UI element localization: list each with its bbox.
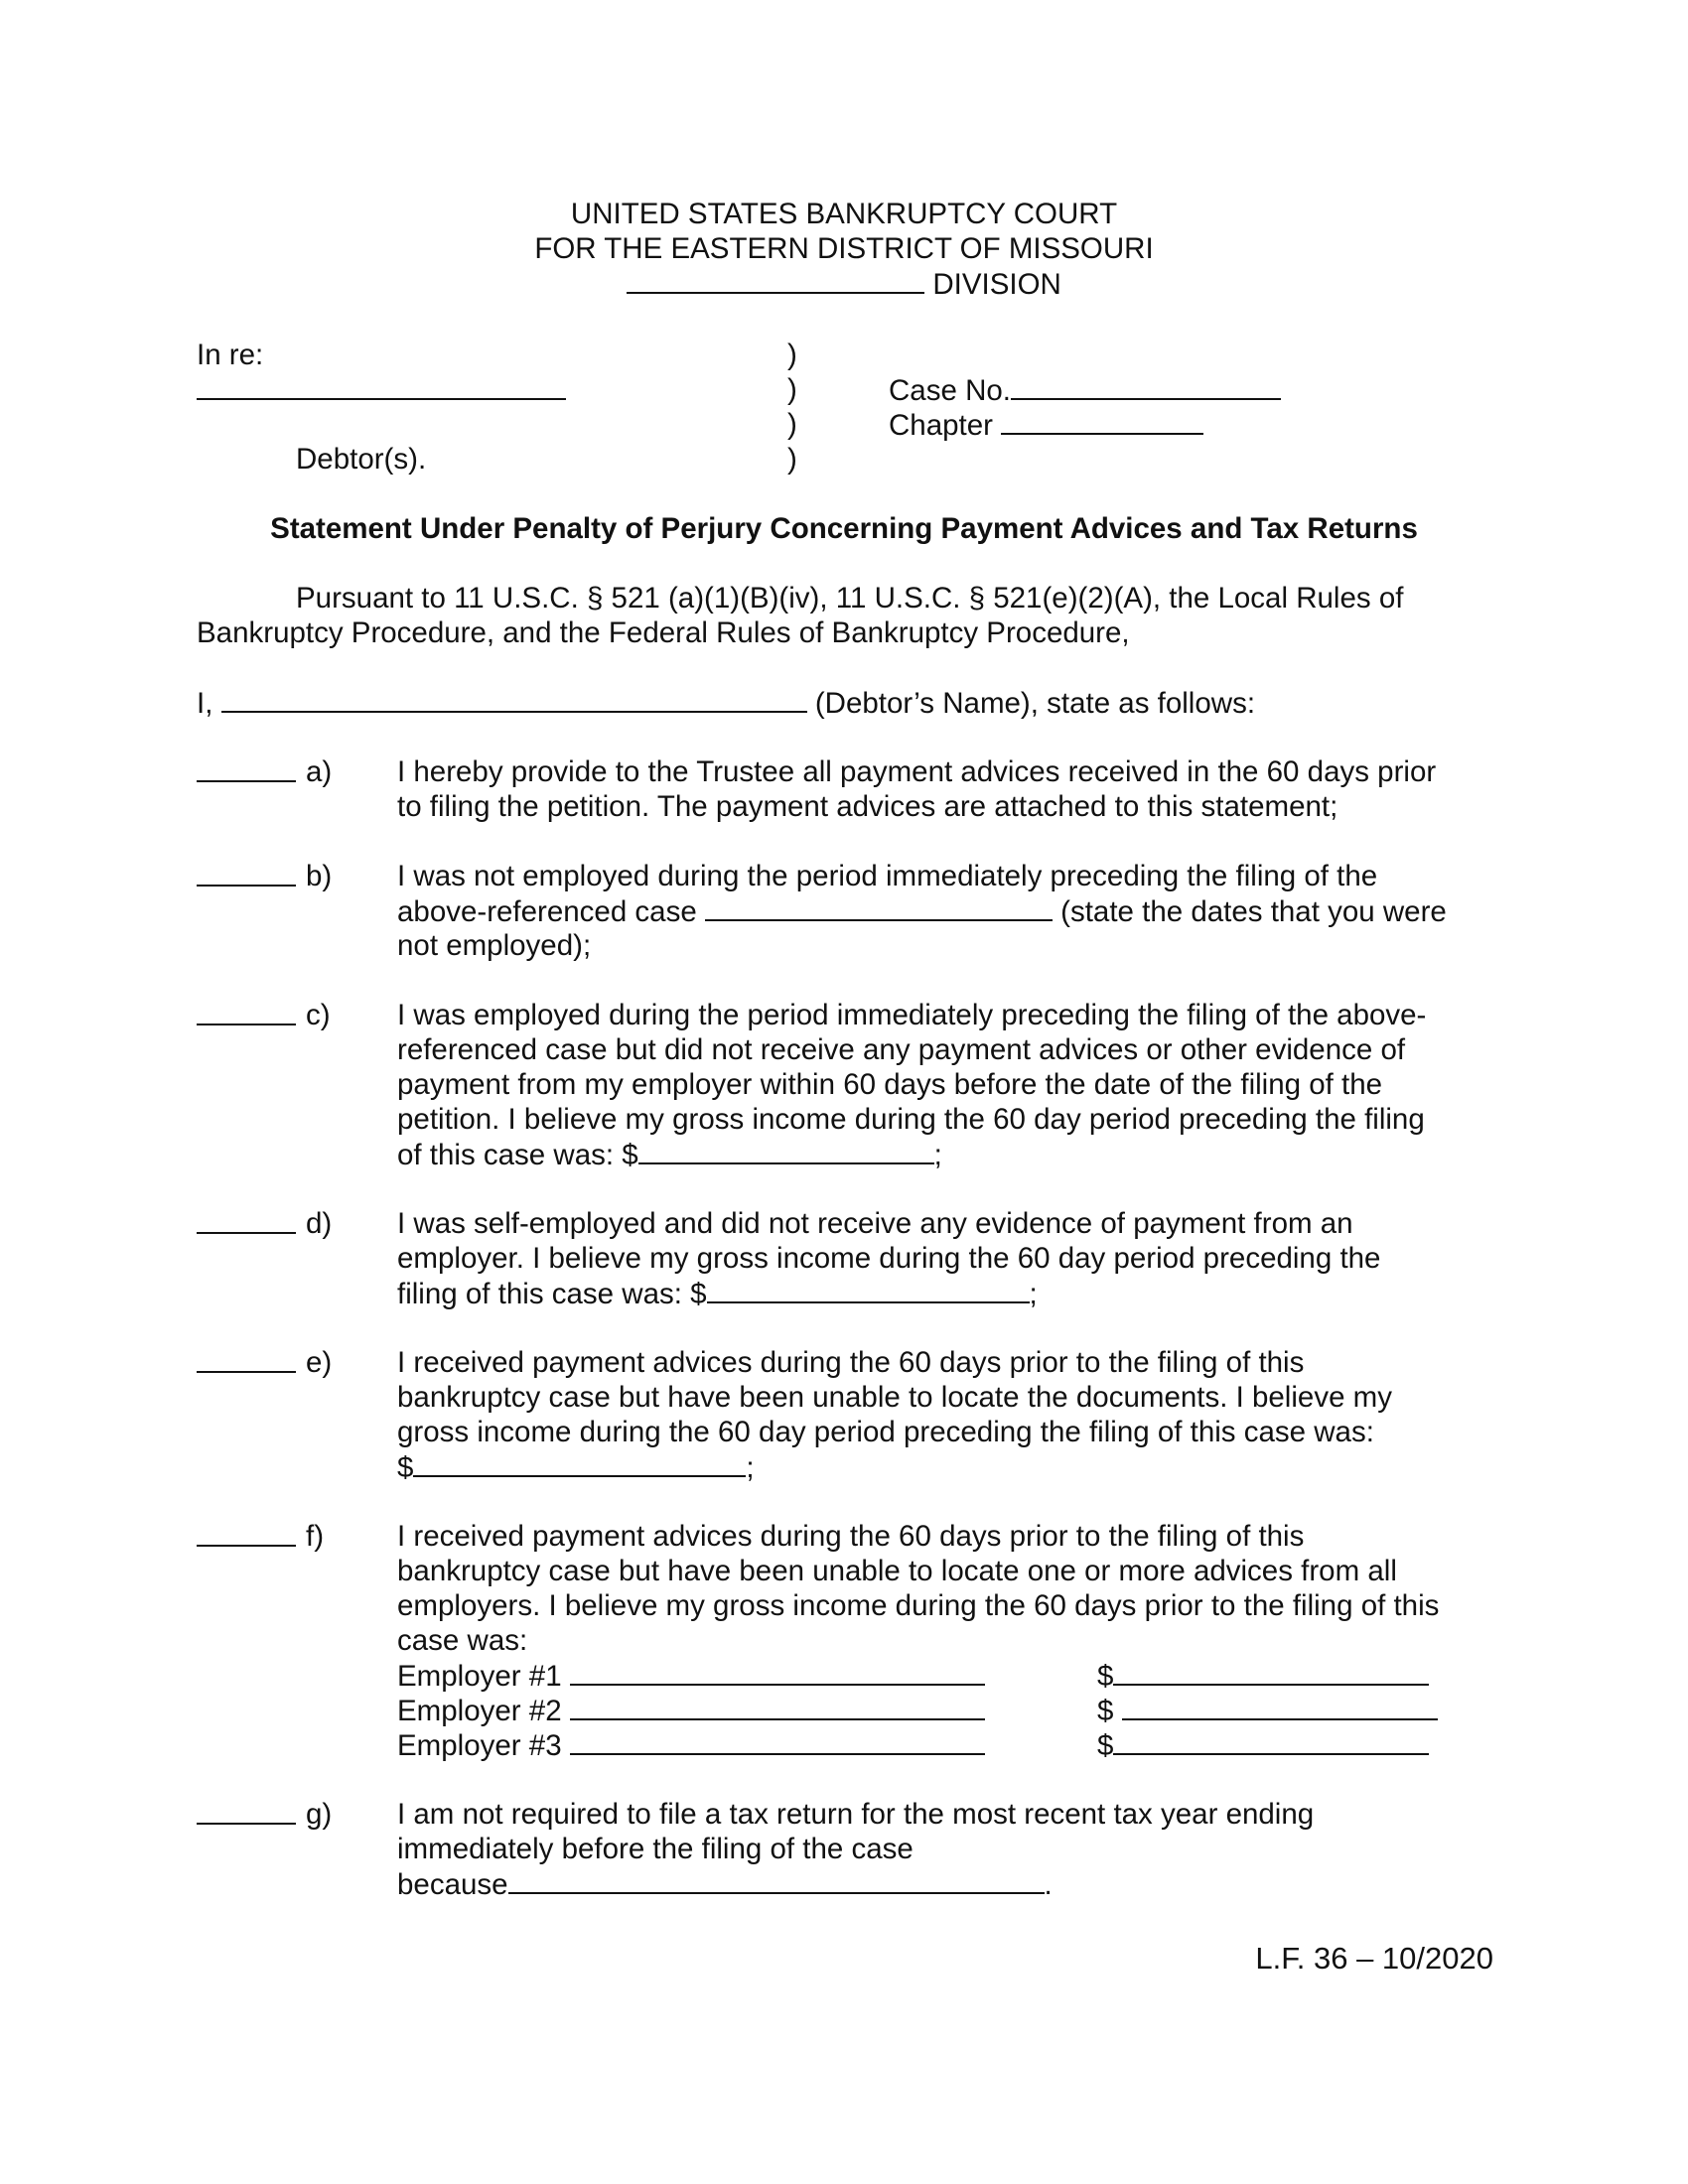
case-no-field[interactable] xyxy=(1011,372,1281,400)
court-district: FOR THE EASTERN DISTRICT OF MISSOURI xyxy=(534,232,1154,265)
employer-1-name-field[interactable] xyxy=(570,1658,985,1686)
item-c-check-blank[interactable] xyxy=(197,998,296,1025)
item-c-income-field[interactable] xyxy=(638,1137,934,1164)
form-number: L.F. 36 – 10/2020 xyxy=(1255,1941,1493,1976)
case-no-line xyxy=(889,372,1281,408)
item-d-check-blank[interactable] xyxy=(197,1206,296,1234)
chapter-field[interactable] xyxy=(1001,407,1203,435)
item-c-letter: c) xyxy=(306,999,331,1031)
caption-paren: ) xyxy=(787,339,797,371)
item-b-letter: b) xyxy=(306,860,333,892)
debtor-name-field[interactable] xyxy=(197,372,566,400)
employer-3-amount-field[interactable] xyxy=(1113,1727,1429,1755)
declarant-prefix: I, xyxy=(197,687,213,720)
chapter-label: Chapter xyxy=(889,409,993,442)
employer-row: Employer #2 $ xyxy=(397,1693,1499,1727)
division-label: DIVISION xyxy=(932,268,1061,301)
employer-1-amount-field[interactable] xyxy=(1113,1658,1429,1686)
item-f-letter: f) xyxy=(306,1520,325,1553)
declarant-suffix: (Debtor’s Name), state as follows: xyxy=(814,687,1256,720)
item-c-text: I was employed during the period immediately preceding the filing of the above- referenced case but did not receive any payment advices or other evidence of payment from my employer within 60 days before the date of the filing of the petition. I believe my gross income during the 60 day period preceding the filing of this case was: $ ; xyxy=(397,999,1427,1171)
item-a-letter: a) xyxy=(306,755,333,788)
court-name: UNITED STATES BANKRUPTCY COURT xyxy=(570,198,1118,230)
employer-2-amount-field[interactable] xyxy=(1122,1693,1438,1720)
item-g-text: I am not required to file a tax return for the most recent tax year ending immediately before the filing of the case because . xyxy=(397,1798,1315,1901)
item-e-letter: e) xyxy=(306,1346,333,1379)
item-e-check-blank[interactable] xyxy=(197,1345,296,1373)
employer-3-name-field[interactable] xyxy=(570,1727,985,1755)
chapter-line xyxy=(889,407,1203,443)
item-e-income-field[interactable] xyxy=(413,1449,746,1477)
employer-2-name-field[interactable] xyxy=(570,1693,985,1720)
case-no-label: Case No. xyxy=(889,374,1011,407)
item-f-check-blank[interactable] xyxy=(197,1519,296,1547)
item-b-check-blank[interactable] xyxy=(197,859,296,887)
caption-paren: ) xyxy=(787,408,797,441)
item-f-text: I received payment advices during the 60 days prior to the filing of this bankruptcy case but have been unable to locate one or more advices from all employers. I believe my gross income during the 60 days prior to the filing of this case was: Employer #1 $ Employer #2 $ Employer #3 $ xyxy=(397,1519,1499,1762)
division-field[interactable] xyxy=(627,266,924,294)
declarant-line xyxy=(197,685,1255,721)
item-d-text: I was self-employed and did not receive any evidence of payment from an employer. I believe my gross income during the 60 day period preceding the filing of this case was: $ ; xyxy=(397,1207,1381,1310)
intro-line-2: Bankruptcy Procedure, and the Federal Rules of Bankruptcy Procedure, xyxy=(197,616,1130,649)
caption-paren: ) xyxy=(787,443,797,476)
employer-row: Employer #1 $ xyxy=(397,1658,1499,1693)
debtors-label: Debtor(s). xyxy=(296,443,427,476)
caption-paren: ) xyxy=(787,373,797,406)
item-g-letter: g) xyxy=(306,1798,333,1831)
item-e-text: I received payment advices during the 60 days prior to the filing of this bankruptcy case but have been unable to locate the documents. I believe my gross income during the 60 day period preceding the filing of this case was: $ ; xyxy=(397,1346,1392,1484)
intro-line-1: Pursuant to 11 U.S.C. § 521 (a)(1)(B)(iv), 11 U.S.C. § 521(e)(2)(A), the Local Rules of xyxy=(296,582,1404,614)
item-g-check-blank[interactable] xyxy=(197,1797,296,1825)
item-d-income-field[interactable] xyxy=(707,1276,1030,1303)
no-tax-return-reason-field[interactable] xyxy=(508,1866,1045,1894)
employer-row: Employer #3 $ xyxy=(397,1727,1499,1762)
debtor-name-statement-field[interactable] xyxy=(221,685,807,713)
division-line xyxy=(0,266,1688,301)
item-a-check-blank[interactable] xyxy=(197,754,296,782)
item-a-text: I hereby provide to the Trustee all payment advices received in the 60 days prior to filing the petition. The payment advices are attached to this statement; xyxy=(397,755,1437,823)
form-title: Statement Under Penalty of Perjury Concerning Payment Advices and Tax Returns xyxy=(270,512,1418,545)
not-employed-dates-field[interactable] xyxy=(705,893,1053,921)
item-d-letter: d) xyxy=(306,1207,333,1240)
item-b-text: I was not employed during the period immediately preceding the filing of the above-referenced case (state the dates that you were not employed); xyxy=(397,860,1447,962)
in-re-label: In re: xyxy=(197,339,264,371)
court-header xyxy=(0,197,1688,301)
